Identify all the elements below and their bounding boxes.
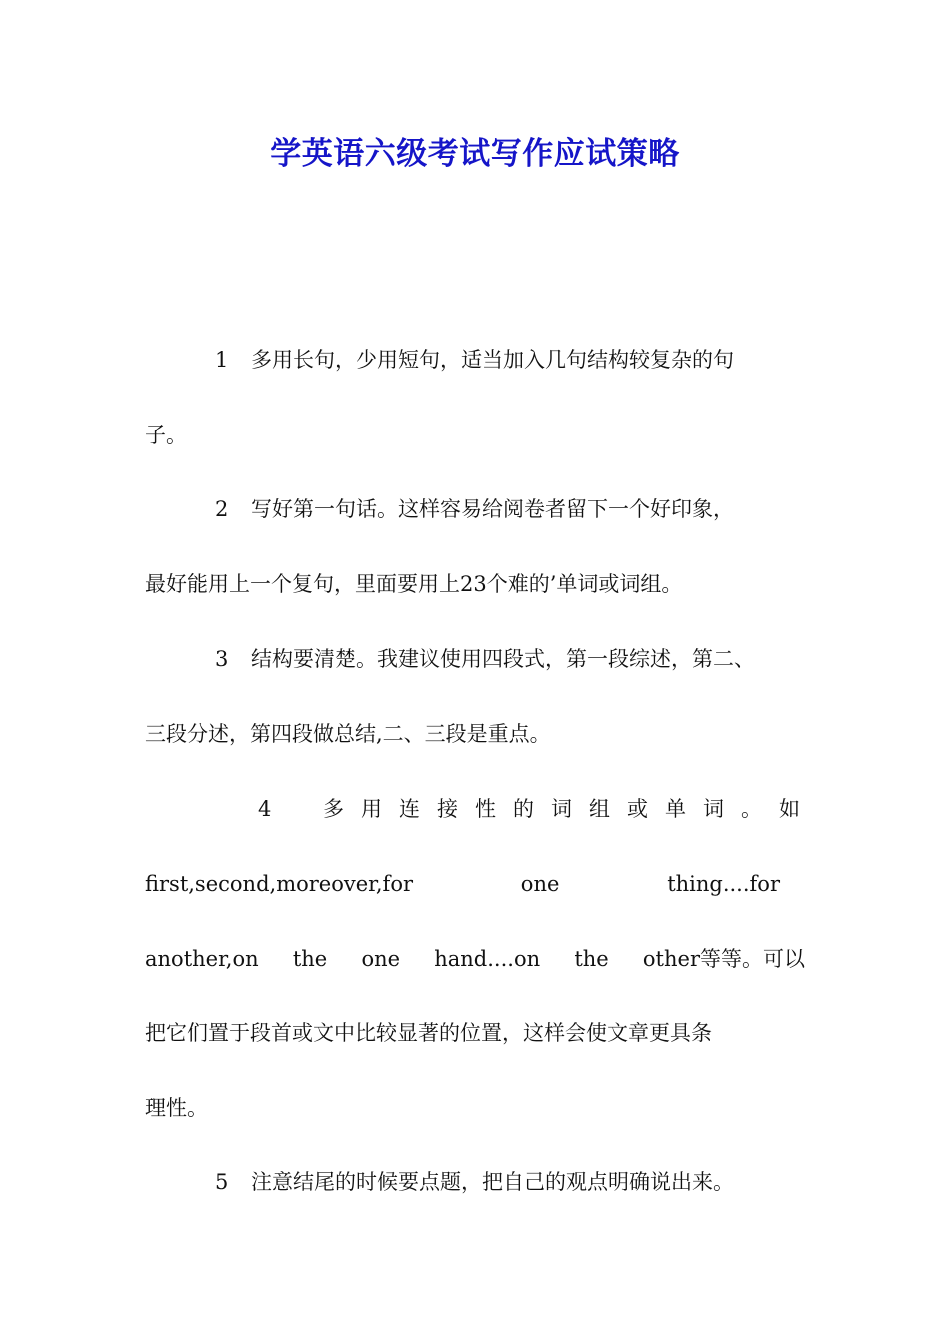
item-4-word-one: one xyxy=(520,872,560,896)
item-4-word-thing: thing....for xyxy=(667,872,780,896)
item-1-line-2: 子。 xyxy=(145,423,187,447)
item-4-word-first: first,second,moreover,for xyxy=(145,872,414,896)
item-3-text: 结构要清楚。我建议使用四段式，第一段综述，第二、 xyxy=(251,647,755,671)
item-2-text: 写好第一句话。这样容易给阅卷者留下一个好印象， xyxy=(251,497,734,521)
item-4-line-5: 理性。 xyxy=(145,1096,208,1120)
item-1-text: 多用长句，少用短句，适当加入几句结构较复杂的句 xyxy=(251,348,734,372)
item-4-word-the-2: the xyxy=(574,947,609,971)
item-1-line-1 xyxy=(215,345,810,375)
item-4-line-4: 把它们置于段首或文中比较显著的位置，这样会使文章更具条 xyxy=(145,1021,712,1045)
item-2-line-1 xyxy=(215,494,810,524)
item-4-word-another: another,on xyxy=(145,947,259,971)
item-3-line-2: 三段分述，第四段做总结,二、三段是重点。 xyxy=(145,722,551,746)
item-4-word-hand: hand....on xyxy=(434,947,541,971)
item-3-number: 3 xyxy=(215,647,229,671)
item-2-line-2: 最好能用上一个复句，里面要用上23个难的’单词或词组。 xyxy=(145,572,683,596)
item-5-line-1 xyxy=(215,1167,810,1197)
item-5-number: 5 xyxy=(215,1170,229,1194)
item-2-number: 2 xyxy=(215,497,229,521)
item-4-number: 4 xyxy=(258,797,272,821)
item-1-number: 1 xyxy=(215,348,229,372)
item-4-line-1 xyxy=(258,794,817,824)
item-4-word-one-2: one xyxy=(361,947,401,971)
item-4-word-the-1: the xyxy=(292,947,328,971)
item-4-text: 多用连接性的词组或单词。如 xyxy=(323,797,817,821)
item-4-word-other: other等等。可以 xyxy=(642,947,805,971)
item-4-line-3 xyxy=(145,944,805,974)
item-5-text: 注意结尾的时候要点题，把自己的观点明确说出来。 xyxy=(251,1170,734,1194)
item-4-line-2 xyxy=(145,869,780,899)
document-title: 学英语六级考试写作应试策略 xyxy=(270,136,680,172)
item-3-line-1 xyxy=(215,644,825,674)
